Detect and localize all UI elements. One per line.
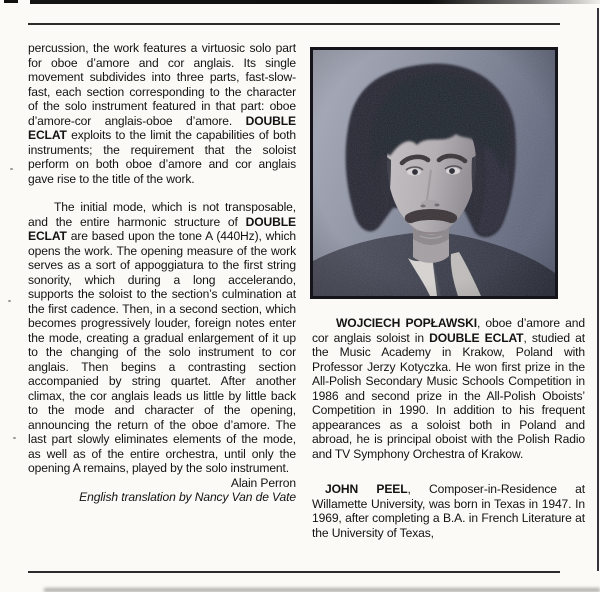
- scan-edge-bottom: [44, 588, 600, 592]
- dust-speck: [13, 437, 16, 439]
- person-name-emphasis: JOHN PEEL: [325, 482, 408, 496]
- text-run: , Composer-in-Residence at Willamette University, was born in Texas in 1947. In 1969, after completing a B.A. in French Literature at the University of Texas,: [312, 482, 585, 540]
- paragraph-mode-analysis: [28, 200, 296, 476]
- right-column: [312, 316, 585, 540]
- bio-peel: [312, 482, 585, 540]
- text-run: The initial mode, which is not transposable, and the entire harmonic structure of: [28, 200, 296, 229]
- portrait-photo: [310, 47, 558, 299]
- scan-edge-right: [597, 8, 599, 571]
- dust-speck: [8, 300, 11, 302]
- text-run: are based upon the tone A (440Hz), which opens the work. The opening measure of the work serves as a sort of appoggiatura to the first string sonority, which during a long accelerando, supports the soloist to the section’s culmination at the first cadence. Then, in a second section, which becomes progressively louder, foreign notes enter the mode, creating a gradual enlargement of it up to the changing of the solo instrument to cor anglais. Then begins a contrasting section accompanied by string quartet. After another climax, the cor anglais leads us little by little back to the mode and character of the opening, announcing the return of the oboe d’amore. The last part slowly eliminates elements of the mode, as well as of the entire orchestra, until only the opening A remains, played by the solo instrument.: [28, 229, 296, 475]
- scan-edge-top: [30, 0, 600, 4]
- dust-speck: [10, 168, 13, 170]
- work-title-emphasis: DOUBLE ECLAT: [28, 214, 296, 243]
- scan-corner-mark: [4, 0, 18, 3]
- translation-credit: English translation by Nancy Van de Vate: [79, 490, 296, 504]
- text-run: , oboe d’amore and cor anglais soloist in: [312, 316, 585, 345]
- text-run: , studied at the Music Academy in Krakow, Poland with Professor Jerzy Kotyczka. He won first prize in the All-Polish Secondary Music Schools Competition in 1986 and second prize in the All-Polish Oboists’ Competition in 1990. In addition to his frequent appearances as a soloist both in Poland and abroad, he is principal oboist with the Polish Radio and TV Symphony Orchestra of Krakow.: [312, 330, 585, 461]
- work-title-emphasis: DOUBLE ECLAT: [28, 113, 296, 142]
- person-name-emphasis: WOJCIECH POPŁAWSKI: [336, 316, 477, 330]
- portrait-illustration: [313, 50, 555, 296]
- text-run: exploits to the limit the capabilities of both instruments; the requirement that the soloist perform on both oboe d’amore and cor anglais gave rise to the title of the work.: [28, 128, 296, 186]
- text-run: percussion, the work features a virtuosic solo part for oboe d’amore and cor anglais. Its single movement subdivides into three parts, fast-slow-fast, each section corresponding to the character of the solo instrument featured in that part: oboe d’amore-cor anglais-oboe d’amore.: [28, 41, 296, 128]
- left-column: [28, 41, 296, 505]
- bottom-rule: [28, 571, 560, 573]
- bio-poplawski: [312, 316, 585, 461]
- paragraph-work-description: [28, 41, 296, 186]
- work-title-emphasis: DOUBLE ECLAT: [429, 330, 524, 345]
- author-credit: Alain Perron: [230, 475, 296, 490]
- top-rule: [28, 23, 560, 25]
